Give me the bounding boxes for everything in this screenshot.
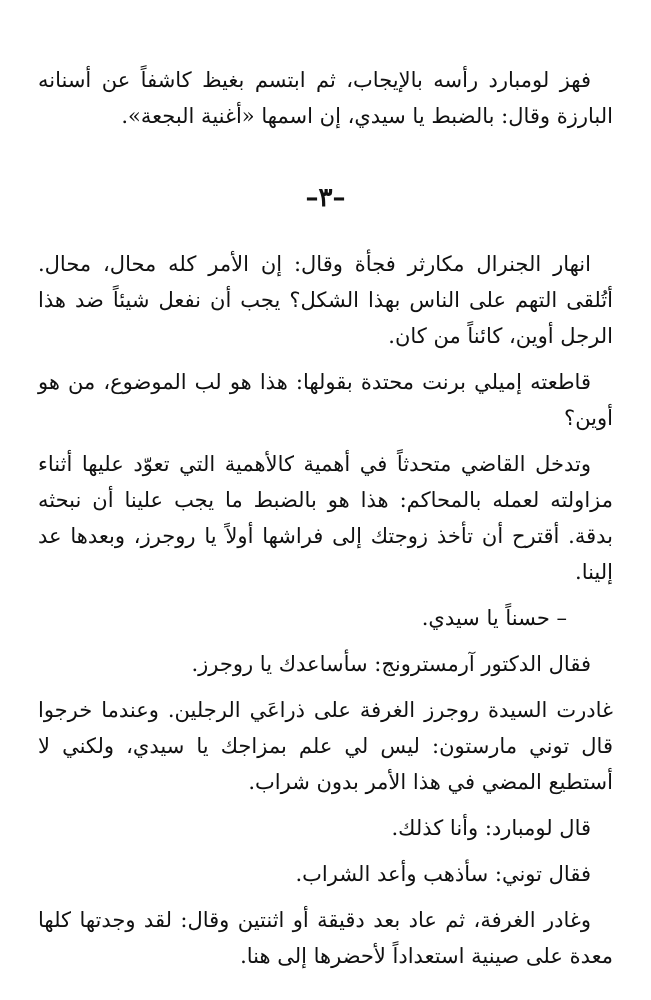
paragraph: وتدخل القاضي متحدثاً في أهمية كالأهمية التي تعوّد عليها أثناء مزاولته لعمله بالمحاكم: هذا هو بالضبط ما يجب علينا أن نبحثه بدقة. أقترح أن تأخذ زوجتك إلى فراشها أولاً يا روجرز، وبعدها عد إلينا. [38, 452, 613, 584]
paragraph: غادرت السيدة روجرز الغرفة على ذراعَي الرجلين. وعندما خرجوا قال توني مارستون: ليس لي علم بمزاجك يا سيدي، ولكني لا أستطيع المضي في هذا الأمر بدون شراب. [38, 698, 613, 794]
paragraph: فقال الدكتور آرمسترونج: سأساعدك يا روجرز. [191, 652, 591, 676]
dialog-line: – حسناً يا سيدي. [421, 606, 567, 630]
paragraph: قاطعته إميلي برنت محتدة بقولها: هذا هو لب الموضوع، من هو أوين؟ [38, 370, 613, 430]
paragraph: فقال توني: سأذهب وأعد الشراب. [295, 862, 591, 886]
paragraph: انهار الجنرال مكارثر فجأة وقال: إن الأمر كله محال، محال. أتُلقى التهم على الناس بهذا الشكل؟ يجب أن نفعل شيئاً ضد هذا الرجل أوين، كائناً من كان. [38, 252, 613, 348]
section-number: –٣– [305, 183, 346, 213]
paragraph: وغادر الغرفة، ثم عاد بعد دقيقة أو اثنتين وقال: لقد وجدتها كلها معدة على صينية استعداداً لأحضرها إلى هنا. [38, 908, 613, 968]
paragraph-intro: فهز لومبارد رأسه بالإيجاب، ثم ابتسم بغيظ كاشفاً عن أسنانه البارزة وقال: بالضبط يا سيدي، إن اسمها «أغنية البجعة». [38, 68, 613, 128]
paragraph: قال لومبارد: وأنا كذلك. [391, 816, 591, 840]
